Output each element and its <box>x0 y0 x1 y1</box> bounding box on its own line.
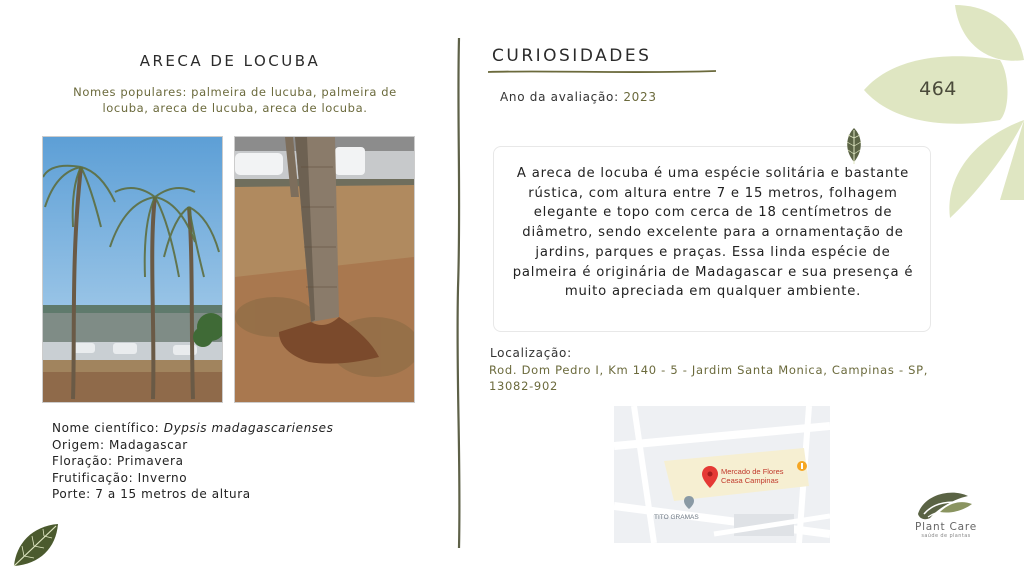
location-map[interactable] <box>614 406 830 543</box>
map-secondary-label: TITO GRAMAS <box>654 514 699 521</box>
plant-facts <box>52 420 333 503</box>
evaluation-label: Ano da avaliação: <box>500 90 619 104</box>
scientific-name-label: Nome científico: <box>52 421 160 435</box>
corner-leaf-icon <box>10 520 62 570</box>
vertical-divider <box>454 38 464 548</box>
evaluation-year-value: 2023 <box>623 90 657 104</box>
fruiting-row: Frutificação: Inverno <box>52 470 188 485</box>
scientific-name-row <box>52 420 333 437</box>
brand-tagline: saúde de plantas <box>921 533 971 539</box>
palm-grove-photo <box>42 136 223 403</box>
decorative-leaves-icon <box>860 0 1024 230</box>
size-row: Porte: 7 a 15 metros de altura <box>52 487 251 501</box>
curiosities-title: CURIOSIDADES <box>492 46 652 66</box>
title-underline <box>488 68 716 76</box>
description-text: A areca de locuba é uma espécie solitária e bastante rústica, com altura entre 7 e 15 metros, folhagem elegante e topo com cerca de 18 centímetros de diâmetro, sendo excelente para a ornamentação de jardins, parques e praças. Essa linda espécie de palmeira é originária de Madagascar e sua presença é muito apreciada em qualquer ambiente. <box>512 166 914 300</box>
scientific-name-value: Dypsis madagascarienses <box>163 421 334 435</box>
evaluation-year <box>500 90 657 104</box>
feather-leaf-icon <box>840 126 868 166</box>
popular-names: Nomes populares: palmeira de lucuba, palmeira de locuba, areca de lucuba, areca de locuba. <box>73 85 397 115</box>
palm-trunk-photo <box>234 136 415 403</box>
page-number: 464 <box>919 78 957 100</box>
food-pin-icon <box>797 461 807 471</box>
plant-title: ARECA DE LOCUBA <box>139 52 321 70</box>
flowering-row: Floração: Primavera <box>52 454 184 468</box>
location-address: Rod. Dom Pedro I, Km 140 - 5 - Jardim Santa Monica, Campinas - SP, 13082-902 <box>489 363 929 393</box>
brand-name: Plant Care <box>914 521 978 533</box>
map-place-line1: Mercado de Flores <box>721 467 784 476</box>
origin-row: Origem: Madagascar <box>52 437 188 452</box>
map-place-line2: Ceasa Campinas <box>721 476 779 485</box>
location-label: Localização: <box>490 346 572 360</box>
